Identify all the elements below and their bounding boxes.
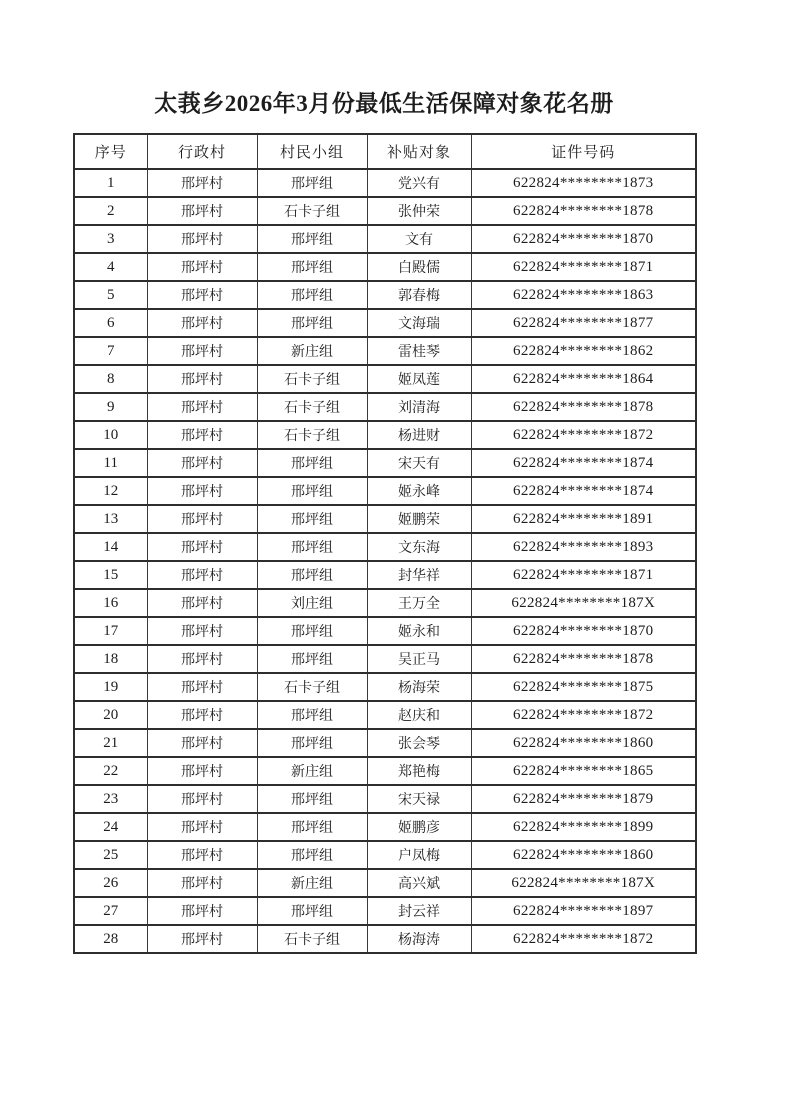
row-number-cell: 10 (74, 421, 147, 449)
table-row (74, 841, 696, 869)
row-number-cell: 7 (74, 337, 147, 365)
recipient-name-cell: 姬鹏荣 (367, 505, 471, 533)
recipient-name-cell: 张仲荣 (367, 197, 471, 225)
row-number-cell: 11 (74, 449, 147, 477)
row-number-cell: 3 (74, 225, 147, 253)
row-number-cell: 23 (74, 785, 147, 813)
group-cell: 邢坪组 (257, 841, 367, 869)
group-cell: 石卡子组 (257, 393, 367, 421)
recipient-name-cell: 宋天有 (367, 449, 471, 477)
row-number-cell: 4 (74, 253, 147, 281)
table-row (74, 169, 696, 197)
group-cell: 邢坪组 (257, 309, 367, 337)
group-cell: 邢坪组 (257, 561, 367, 589)
table-row (74, 897, 696, 925)
table-row (74, 225, 696, 253)
group-cell: 邢坪组 (257, 281, 367, 309)
table-row (74, 197, 696, 225)
row-number-cell: 16 (74, 589, 147, 617)
table-row (74, 449, 696, 477)
id-number-cell: 622824********1878 (471, 393, 696, 421)
id-number-cell: 622824********187X (471, 589, 696, 617)
column-header-id-number: 证件号码 (471, 134, 696, 169)
id-number-cell: 622824********1875 (471, 673, 696, 701)
village-cell: 邢坪村 (147, 589, 257, 617)
id-number-cell: 622824********1874 (471, 477, 696, 505)
village-cell: 邢坪村 (147, 841, 257, 869)
village-cell: 邢坪村 (147, 281, 257, 309)
column-header-group: 村民小组 (257, 134, 367, 169)
row-number-cell: 14 (74, 533, 147, 561)
recipient-name-cell: 封华祥 (367, 561, 471, 589)
recipient-name-cell: 封云祥 (367, 897, 471, 925)
id-number-cell: 622824********187X (471, 869, 696, 897)
recipient-name-cell: 宋天禄 (367, 785, 471, 813)
table-row (74, 757, 696, 785)
recipient-name-cell: 郑艳梅 (367, 757, 471, 785)
id-number-cell: 622824********1897 (471, 897, 696, 925)
recipient-name-cell: 雷桂琴 (367, 337, 471, 365)
village-cell: 邢坪村 (147, 337, 257, 365)
group-cell: 石卡子组 (257, 197, 367, 225)
village-cell: 邢坪村 (147, 813, 257, 841)
village-cell: 邢坪村 (147, 393, 257, 421)
recipient-name-cell: 王万全 (367, 589, 471, 617)
group-cell: 邢坪组 (257, 813, 367, 841)
id-number-cell: 622824********1860 (471, 729, 696, 757)
recipient-name-cell: 赵庆和 (367, 701, 471, 729)
table-row (74, 729, 696, 757)
recipient-name-cell: 姬永和 (367, 617, 471, 645)
id-number-cell: 622824********1864 (471, 365, 696, 393)
group-cell: 邢坪组 (257, 729, 367, 757)
recipient-name-cell: 郭春梅 (367, 281, 471, 309)
table-row (74, 589, 696, 617)
village-cell: 邢坪村 (147, 225, 257, 253)
header-row (74, 134, 696, 169)
row-number-cell: 26 (74, 869, 147, 897)
table-row (74, 645, 696, 673)
id-number-cell: 622824********1878 (471, 645, 696, 673)
village-cell: 邢坪村 (147, 925, 257, 953)
page-title: 太莪乡2026年3月份最低生活保障对象花名册 (154, 91, 614, 116)
village-cell: 邢坪村 (147, 197, 257, 225)
group-cell: 邢坪组 (257, 477, 367, 505)
row-number-cell: 9 (74, 393, 147, 421)
id-number-cell: 622824********1899 (471, 813, 696, 841)
recipient-name-cell: 姬凤莲 (367, 365, 471, 393)
table-row (74, 253, 696, 281)
table-row (74, 617, 696, 645)
id-number-cell: 622824********1870 (471, 617, 696, 645)
column-header-village: 行政村 (147, 134, 257, 169)
row-number-cell: 25 (74, 841, 147, 869)
id-number-cell: 622824********1872 (471, 925, 696, 953)
id-number-cell: 622824********1871 (471, 561, 696, 589)
row-number-cell: 8 (74, 365, 147, 393)
table-row (74, 813, 696, 841)
recipient-name-cell: 党兴有 (367, 169, 471, 197)
group-cell: 邢坪组 (257, 897, 367, 925)
id-number-cell: 622824********1873 (471, 169, 696, 197)
table-row (74, 309, 696, 337)
group-cell: 新庄组 (257, 337, 367, 365)
group-cell: 邢坪组 (257, 169, 367, 197)
group-cell: 新庄组 (257, 869, 367, 897)
group-cell: 邢坪组 (257, 785, 367, 813)
table-row (74, 393, 696, 421)
id-number-cell: 622824********1863 (471, 281, 696, 309)
recipient-name-cell: 姬鹏彦 (367, 813, 471, 841)
row-number-cell: 1 (74, 169, 147, 197)
group-cell: 邢坪组 (257, 617, 367, 645)
row-number-cell: 24 (74, 813, 147, 841)
table-row (74, 477, 696, 505)
recipient-name-cell: 吴正马 (367, 645, 471, 673)
recipient-name-cell: 刘清海 (367, 393, 471, 421)
village-cell: 邢坪村 (147, 757, 257, 785)
group-cell: 邢坪组 (257, 225, 367, 253)
id-number-cell: 622824********1871 (471, 253, 696, 281)
recipient-name-cell: 户凤梅 (367, 841, 471, 869)
village-cell: 邢坪村 (147, 169, 257, 197)
table-row (74, 701, 696, 729)
village-cell: 邢坪村 (147, 869, 257, 897)
table-row (74, 533, 696, 561)
village-cell: 邢坪村 (147, 421, 257, 449)
recipient-name-cell: 杨海荣 (367, 673, 471, 701)
row-number-cell: 19 (74, 673, 147, 701)
table-row (74, 869, 696, 897)
recipient-name-cell: 高兴斌 (367, 869, 471, 897)
group-cell: 石卡子组 (257, 673, 367, 701)
village-cell: 邢坪村 (147, 673, 257, 701)
village-cell: 邢坪村 (147, 449, 257, 477)
recipient-name-cell: 杨海涛 (367, 925, 471, 953)
group-cell: 石卡子组 (257, 421, 367, 449)
table-row (74, 281, 696, 309)
roster-table (73, 133, 697, 954)
recipient-name-cell: 杨进财 (367, 421, 471, 449)
id-number-cell: 622824********1872 (471, 421, 696, 449)
village-cell: 邢坪村 (147, 561, 257, 589)
id-number-cell: 622824********1862 (471, 337, 696, 365)
village-cell: 邢坪村 (147, 309, 257, 337)
table-row (74, 561, 696, 589)
group-cell: 新庄组 (257, 757, 367, 785)
id-number-cell: 622824********1879 (471, 785, 696, 813)
group-cell: 邢坪组 (257, 449, 367, 477)
village-cell: 邢坪村 (147, 729, 257, 757)
id-number-cell: 622824********1870 (471, 225, 696, 253)
recipient-name-cell: 文海瑞 (367, 309, 471, 337)
village-cell: 邢坪村 (147, 505, 257, 533)
recipient-name-cell: 姬永峰 (367, 477, 471, 505)
village-cell: 邢坪村 (147, 533, 257, 561)
group-cell: 邢坪组 (257, 253, 367, 281)
recipient-name-cell: 文有 (367, 225, 471, 253)
row-number-cell: 17 (74, 617, 147, 645)
table-body (74, 169, 696, 953)
village-cell: 邢坪村 (147, 701, 257, 729)
table-row (74, 421, 696, 449)
village-cell: 邢坪村 (147, 477, 257, 505)
row-number-cell: 20 (74, 701, 147, 729)
row-number-cell: 28 (74, 925, 147, 953)
group-cell: 邢坪组 (257, 645, 367, 673)
village-cell: 邢坪村 (147, 897, 257, 925)
id-number-cell: 622824********1878 (471, 197, 696, 225)
village-cell: 邢坪村 (147, 253, 257, 281)
village-cell: 邢坪村 (147, 617, 257, 645)
group-cell: 石卡子组 (257, 925, 367, 953)
row-number-cell: 15 (74, 561, 147, 589)
village-cell: 邢坪村 (147, 645, 257, 673)
table-row (74, 925, 696, 953)
row-number-cell: 21 (74, 729, 147, 757)
group-cell: 刘庄组 (257, 589, 367, 617)
row-number-cell: 12 (74, 477, 147, 505)
column-header-index: 序号 (74, 134, 147, 169)
recipient-name-cell: 张会琴 (367, 729, 471, 757)
row-number-cell: 5 (74, 281, 147, 309)
village-cell: 邢坪村 (147, 785, 257, 813)
id-number-cell: 622824********1877 (471, 309, 696, 337)
id-number-cell: 622824********1891 (471, 505, 696, 533)
group-cell: 邢坪组 (257, 533, 367, 561)
group-cell: 石卡子组 (257, 365, 367, 393)
row-number-cell: 6 (74, 309, 147, 337)
table-row (74, 673, 696, 701)
row-number-cell: 2 (74, 197, 147, 225)
village-cell: 邢坪村 (147, 365, 257, 393)
row-number-cell: 27 (74, 897, 147, 925)
group-cell: 邢坪组 (257, 701, 367, 729)
id-number-cell: 622824********1874 (471, 449, 696, 477)
id-number-cell: 622824********1872 (471, 701, 696, 729)
recipient-name-cell: 文东海 (367, 533, 471, 561)
id-number-cell: 622824********1893 (471, 533, 696, 561)
table-row (74, 505, 696, 533)
row-number-cell: 22 (74, 757, 147, 785)
id-number-cell: 622824********1865 (471, 757, 696, 785)
row-number-cell: 18 (74, 645, 147, 673)
group-cell: 邢坪组 (257, 505, 367, 533)
recipient-name-cell: 白殿儒 (367, 253, 471, 281)
table-row (74, 785, 696, 813)
table-row (74, 337, 696, 365)
id-number-cell: 622824********1860 (471, 841, 696, 869)
table-row (74, 365, 696, 393)
row-number-cell: 13 (74, 505, 147, 533)
column-header-recipient: 补贴对象 (367, 134, 471, 169)
